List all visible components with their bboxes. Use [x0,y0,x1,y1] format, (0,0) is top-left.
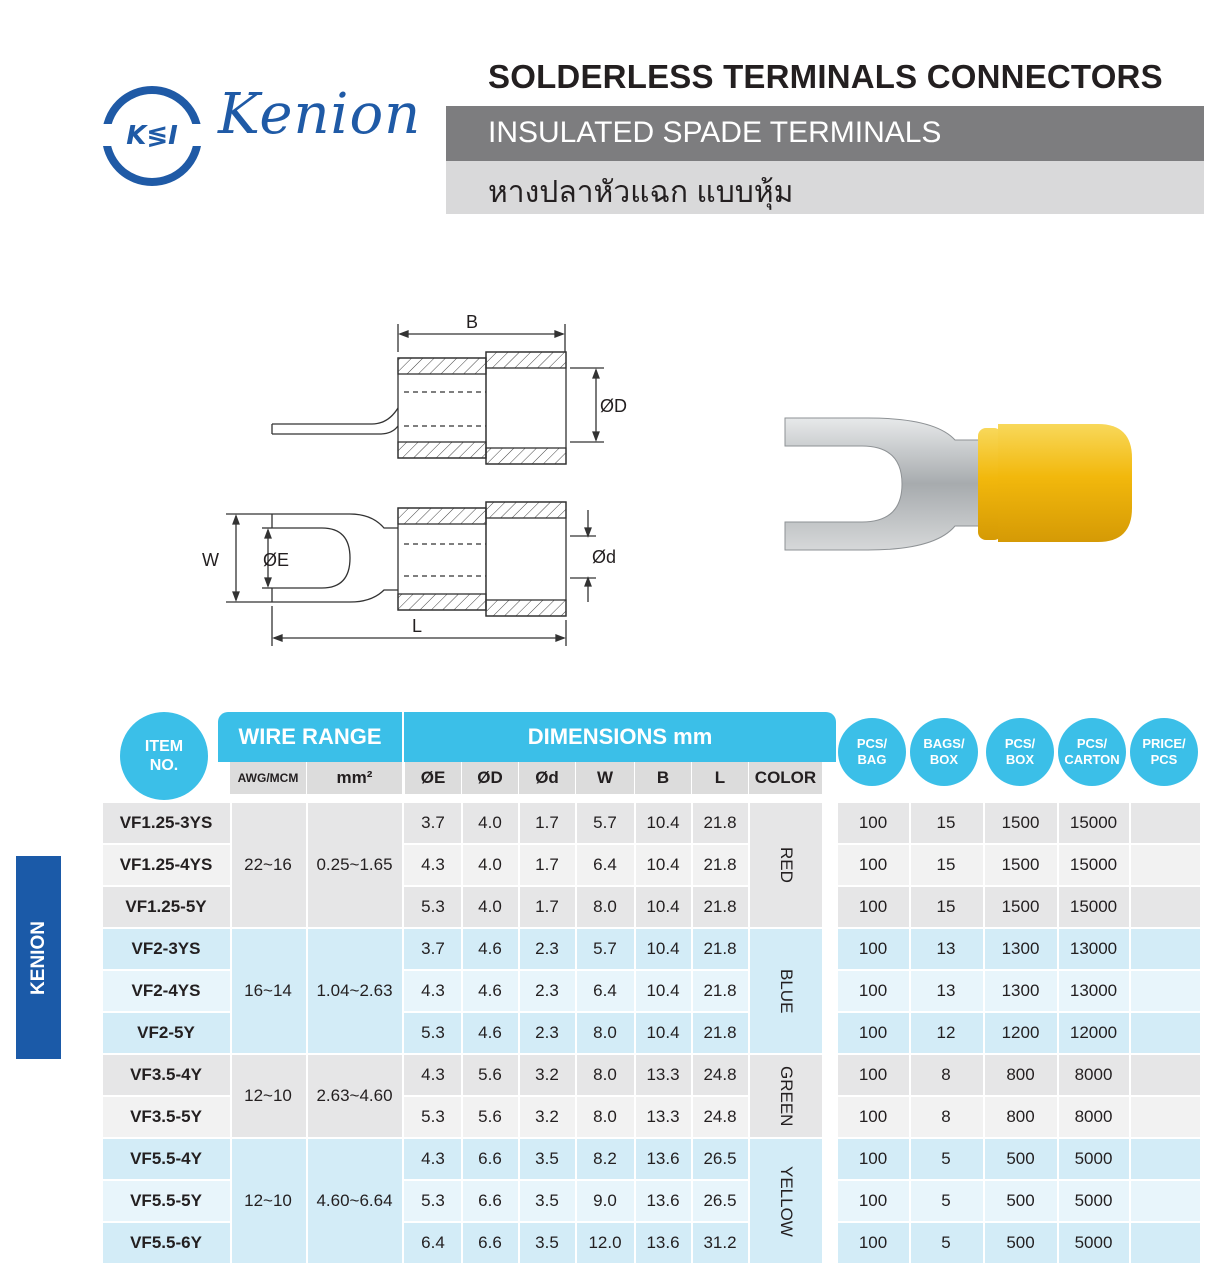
dimension-cell-B: 10.4 [646,939,680,958]
brand-wordmark: Kenion [218,82,422,147]
dimension-cell-W: 8.0 [593,1065,617,1084]
packing-cell-bags_box: 5 [941,1149,951,1168]
packing-cell-bags_box: 8 [941,1107,951,1126]
packing-cell-bags_box: 8 [941,1065,951,1084]
item-number: VF1.25-3YS [119,813,213,832]
dimension-cell-W: 8.0 [593,1023,617,1042]
dimension-cell-W: 12.0 [588,1233,622,1252]
dimension-cell-E: 3.7 [421,939,445,958]
dimension-cell-L: 24.8 [703,1065,737,1084]
color-label: GREEN [777,1065,796,1127]
packing-cell-pcs_box: 1500 [1001,855,1040,874]
packing-cell-pcs_box: 800 [1006,1065,1035,1084]
packing-cell-pcs_box: 800 [1006,1107,1035,1126]
wire-mm2-value: 2.63~4.60 [316,1086,393,1105]
dimension-cell-B: 13.6 [646,1233,680,1252]
packing-cell-price_pcs [1130,1139,1200,1179]
dimension-cell-B: 13.6 [646,1191,680,1210]
packing-cell-pcs_box: 500 [1006,1191,1035,1210]
subtitle: INSULATED SPADE TERMINALS [488,116,942,149]
side-tab-label: KENION [27,920,49,995]
header-pcs-box: PCS/ BOX [986,718,1054,786]
terminal-dimension-drawing [180,300,660,660]
dimension-cell-B: 10.4 [646,855,680,874]
color-label: RED [777,847,796,883]
header-w: W [576,762,634,794]
packing-cell-pcs_box: 1200 [1001,1023,1040,1042]
item-number: VF2-4YS [131,981,201,1000]
dimension-cell-d: 1.7 [535,897,559,916]
dimension-cell-D: 4.6 [478,1023,502,1042]
wire-awg-value: 22~16 [244,855,292,874]
dimension-cell-d: 3.5 [535,1149,559,1168]
packing-cell-pcs_carton: 12000 [1069,1023,1118,1042]
header-price-pcs: PRICE/ PCS [1130,718,1198,786]
item-number: VF2-3YS [131,939,201,958]
dimension-cell-W: 8.2 [593,1149,617,1168]
packing-cell-pcs_box: 1500 [1001,897,1040,916]
dimension-cell-W: 6.4 [593,981,617,1000]
packing-cell-pcs_bag: 100 [858,855,888,874]
dimension-cell-L: 21.8 [703,855,737,874]
packing-cell-pcs_carton: 15000 [1069,813,1118,832]
dimension-cell-L: 21.8 [703,813,737,832]
dimension-cell-D: 4.0 [478,855,502,874]
header-awg: AWG/MCM [230,762,306,794]
column-divider [1057,803,1059,1265]
packing-cell-price_pcs [1130,1097,1200,1137]
packing-cell-pcs_bag: 100 [858,1233,888,1252]
packing-cell-price_pcs [1130,1055,1200,1095]
packing-cell-bags_box: 12 [936,1023,956,1042]
column-divider [518,803,520,1265]
item-number: VF3.5-5Y [130,1107,202,1126]
packing-cell-bags_box: 5 [941,1191,951,1210]
column-divider [691,803,693,1265]
packing-cell-pcs_carton: 15000 [1069,897,1118,916]
header-item-no: ITEM NO. [120,712,208,800]
packing-cell-bags_box: 5 [941,1233,951,1252]
dimension-cell-W: 5.7 [593,939,617,958]
packing-cell-pcs_carton: 8000 [1074,1065,1113,1084]
packing-cell-bags_box: 15 [936,897,956,916]
column-divider [634,803,636,1265]
dim-label-sd: Ød [592,547,617,567]
column-divider [306,803,308,1265]
column-divider [748,803,750,1265]
dimension-cell-E: 4.3 [421,1149,445,1168]
column-divider [402,803,404,1265]
packing-cell-price_pcs [1130,971,1200,1011]
dimension-cell-E: 4.3 [421,855,445,874]
svg-text:K≶I: K≶I [126,121,178,151]
dimension-cell-D: 6.6 [478,1191,502,1210]
packing-cell-price_pcs [1130,1181,1200,1221]
dim-label-od: ØD [600,396,627,416]
item-number: VF3.5-4Y [130,1065,202,1084]
wire-awg-value: 12~10 [244,1191,292,1210]
column-divider [983,803,985,1265]
header-mm2: mm² [307,762,402,794]
dimension-cell-D: 5.6 [478,1107,502,1126]
packing-cell-pcs_carton: 8000 [1074,1107,1113,1126]
dimension-cell-L: 24.8 [703,1107,737,1126]
dim-label-w: W [202,550,219,570]
packing-cell-pcs_carton: 13000 [1069,981,1118,1000]
dimension-cell-E: 5.3 [421,897,445,916]
color-label: YELLOW [777,1165,796,1237]
dimension-cell-d: 2.3 [535,1023,559,1042]
header-b: B [635,762,691,794]
packing-cell-bags_box: 13 [936,939,956,958]
header-dimensions: DIMENSIONS mm [404,712,836,762]
column-divider [461,803,463,1265]
dimension-cell-D: 4.0 [478,813,502,832]
header-bags-box: BAGS/ BOX [910,718,978,786]
packing-cell-price_pcs [1130,887,1200,927]
item-number: VF5.5-4Y [130,1149,202,1168]
dimension-cell-L: 21.8 [703,897,737,916]
thai-subtitle: หางปลาหัวแฉก แบบหุ้ม [488,176,794,209]
dimension-cell-B: 13.3 [646,1065,680,1084]
dimension-cell-d: 1.7 [535,813,559,832]
dimension-cell-B: 13.6 [646,1149,680,1168]
dimension-cell-d: 3.5 [535,1233,559,1252]
packing-cell-price_pcs [1130,803,1200,843]
dimension-cell-E: 3.7 [421,813,445,832]
dimension-cell-d: 1.7 [535,855,559,874]
dimension-cell-W: 8.0 [593,1107,617,1126]
packing-cell-bags_box: 15 [936,855,956,874]
dim-label-b: B [466,312,479,332]
packing-cell-pcs_bag: 100 [858,813,888,832]
dimension-cell-d: 2.3 [535,939,559,958]
dimension-cell-E: 5.3 [421,1107,445,1126]
dimension-cell-E: 4.3 [421,981,445,1000]
dimension-cell-D: 6.6 [478,1149,502,1168]
packing-cell-pcs_box: 500 [1006,1149,1035,1168]
packing-cell-bags_box: 13 [936,981,956,1000]
color-label: BLUE [777,968,796,1014]
packing-cell-pcs_bag: 100 [858,897,888,916]
header-pcs-bag: PCS/ BAG [838,718,906,786]
dimension-cell-E: 5.3 [421,1191,445,1210]
packing-cell-pcs_bag: 100 [858,1023,888,1042]
dimension-cell-D: 4.6 [478,981,502,1000]
dimension-cell-B: 10.4 [646,897,680,916]
dimension-cell-D: 4.0 [478,897,502,916]
wire-mm2-value: 4.60~6.64 [316,1191,393,1210]
packing-cell-pcs_bag: 100 [858,1191,888,1210]
packing-cell-pcs_box: 1300 [1001,981,1040,1000]
dimension-cell-B: 10.4 [646,981,680,1000]
thai-subtitle-bar [446,161,1204,214]
column-divider [1129,803,1131,1265]
dimension-cell-d: 3.2 [535,1065,559,1084]
header-l: L [692,762,748,794]
packing-cell-pcs_bag: 100 [858,1149,888,1168]
packing-cell-price_pcs [1130,929,1200,969]
dimension-cell-L: 31.2 [703,1233,737,1252]
wire-awg-value: 12~10 [244,1086,292,1105]
header-e: ØE [405,762,461,794]
dimension-cell-d: 3.5 [535,1191,559,1210]
packing-cell-pcs_bag: 100 [858,1107,888,1126]
subtitle-bar [446,106,1204,161]
packing-cell-pcs_carton: 5000 [1074,1233,1113,1252]
dimension-cell-d: 2.3 [535,981,559,1000]
dimension-cell-B: 10.4 [646,1023,680,1042]
column-divider [909,803,911,1265]
dimension-cell-d: 3.2 [535,1107,559,1126]
header-wire-range: WIRE RANGE [218,712,402,762]
dimension-cell-W: 8.0 [593,897,617,916]
header-d: ØD [462,762,518,794]
packing-cell-pcs_carton: 5000 [1074,1149,1113,1168]
page-title: SOLDERLESS TERMINALS CONNECTORS [488,58,1163,95]
dimension-cell-L: 21.8 [703,981,737,1000]
packing-cell-pcs_box: 1500 [1001,813,1040,832]
item-number: VF2-5Y [137,1023,195,1042]
dimension-cell-L: 21.8 [703,939,737,958]
packing-cell-price_pcs [1130,1223,1200,1263]
wire-mm2-value: 0.25~1.65 [316,855,393,874]
wire-awg-value: 16~14 [244,981,292,1000]
dim-label-oe: ØE [263,550,290,570]
header-small-d: Ød [519,762,575,794]
dimension-cell-W: 6.4 [593,855,617,874]
dimension-cell-E: 5.3 [421,1023,445,1042]
packing-cell-pcs_box: 500 [1006,1233,1035,1252]
packing-cell-pcs_carton: 13000 [1069,939,1118,958]
dimension-cell-W: 9.0 [593,1191,617,1210]
dimension-cell-W: 5.7 [593,813,617,832]
dimension-cell-E: 4.3 [421,1065,445,1084]
packing-cell-pcs_bag: 100 [858,1065,888,1084]
item-number: VF1.25-4YS [119,855,213,874]
dimension-cell-D: 5.6 [478,1065,502,1084]
packing-cell-pcs_carton: 5000 [1074,1191,1113,1210]
dimension-cell-L: 21.8 [703,1023,737,1042]
spade-terminal-photo [770,380,1150,570]
packing-cell-bags_box: 15 [936,813,956,832]
header-pcs-carton: PCS/ CARTON [1058,718,1126,786]
dim-label-l: L [412,616,423,636]
dimension-cell-L: 26.5 [703,1191,737,1210]
dimension-cell-B: 13.3 [646,1107,680,1126]
column-divider [230,803,232,1265]
dimension-cell-E: 6.4 [421,1233,445,1252]
packing-cell-pcs_bag: 100 [858,981,888,1000]
column-divider [575,803,577,1265]
item-number: VF5.5-6Y [130,1233,202,1252]
packing-cell-price_pcs [1130,1013,1200,1053]
packing-cell-price_pcs [1130,845,1200,885]
dimension-cell-D: 4.6 [478,939,502,958]
header-color: COLOR [749,762,822,794]
dimension-cell-D: 6.6 [478,1233,502,1252]
packing-cell-pcs_carton: 15000 [1069,855,1118,874]
dimension-cell-L: 26.5 [703,1149,737,1168]
dimension-cell-B: 10.4 [646,813,680,832]
item-number: VF1.25-5Y [125,897,207,916]
item-number: VF5.5-5Y [130,1191,202,1210]
packing-cell-pcs_bag: 100 [858,939,888,958]
packing-cell-pcs_box: 1300 [1001,939,1040,958]
brand-side-tab [16,856,61,1059]
wire-mm2-value: 1.04~2.63 [316,981,393,1000]
kenion-logo-icon [98,82,206,190]
